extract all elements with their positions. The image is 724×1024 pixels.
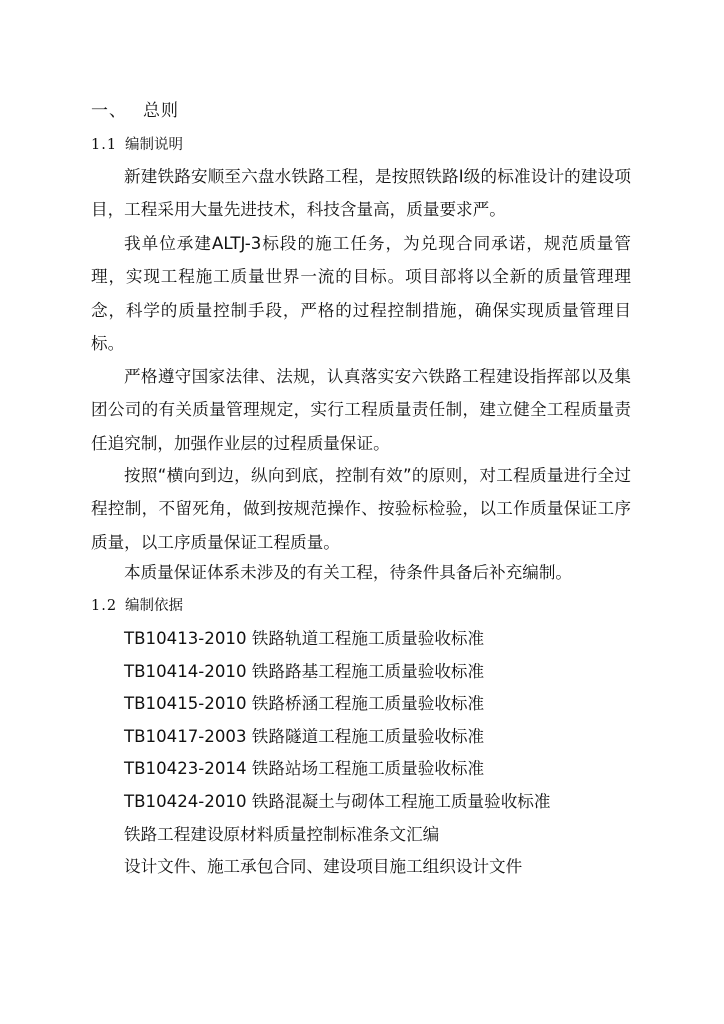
subsection-heading-1-2 <box>91 594 183 615</box>
paragraph-1: 新建铁路安顺至六盘水铁路工程，是按照铁路Ⅰ级的标准设计的建设项目，工程采用大量先进技术，科技含量高，质量要求严。 <box>91 167 631 220</box>
paragraph-2: 我单位承建ALTJ-3标段的施工任务，为兑现合同承诺，规范质量管理，实现工程施工质量世界一流的目标。项目部将以全新的质量管理理念，科学的质量控制手段，严格的过程控制措施，确保实现质量管理目标。 <box>91 234 631 353</box>
list-item: 设计文件、施工承包合同、建设项目施工组织设计文件 <box>124 857 523 877</box>
subsection-number: 1.1 <box>91 137 118 153</box>
subsection-title: 编制说明 <box>125 137 183 153</box>
reference-list <box>124 623 551 884</box>
section-title: 总则 <box>143 101 179 121</box>
list-item: TB10415-2010 铁路桥涵工程施工质量验收标准 <box>124 694 485 714</box>
subsection-heading-1-1 <box>91 133 183 154</box>
paragraph-3: 严格遵守国家法律、法规，认真落实安六铁路工程建设指挥部以及集团公司的有关质量管理规定，实行工程质量责任制，建立健全工程质量责任追究制，加强作业层的过程质量保证。 <box>91 367 631 453</box>
subsection-title: 编制依据 <box>125 598 183 614</box>
list-item: 铁路工程建设原材料质量控制标准条文汇编 <box>124 824 440 844</box>
paragraph-4: 按照“横向到边，纵向到底，控制有效”的原则，对工程质量进行全过程控制，不留死角，做到按规范操作、按验标检验，以工作质量保证工序质量，以工序质量保证工程质量。 <box>91 466 631 552</box>
section-heading <box>91 96 179 121</box>
list-item: TB10417-2003 铁路隧道工程施工质量验收标准 <box>124 726 485 746</box>
list-item: TB10424-2010 铁路混凝土与砌体工程施工质量验收标准 <box>124 791 551 811</box>
paragraph-5: 本质量保证体系未涉及的有关工程，待条件具备后补充编制。 <box>124 563 573 582</box>
list-item: TB10413-2010 铁路轨道工程施工质量验收标准 <box>124 629 485 648</box>
list-item: TB10423-2014 铁路站场工程施工质量验收标准 <box>124 759 485 779</box>
section-number: 一、 <box>91 101 127 121</box>
list-item: TB10414-2010 铁路路基工程施工质量验收标准 <box>124 661 485 681</box>
subsection-number: 1.2 <box>91 598 118 614</box>
